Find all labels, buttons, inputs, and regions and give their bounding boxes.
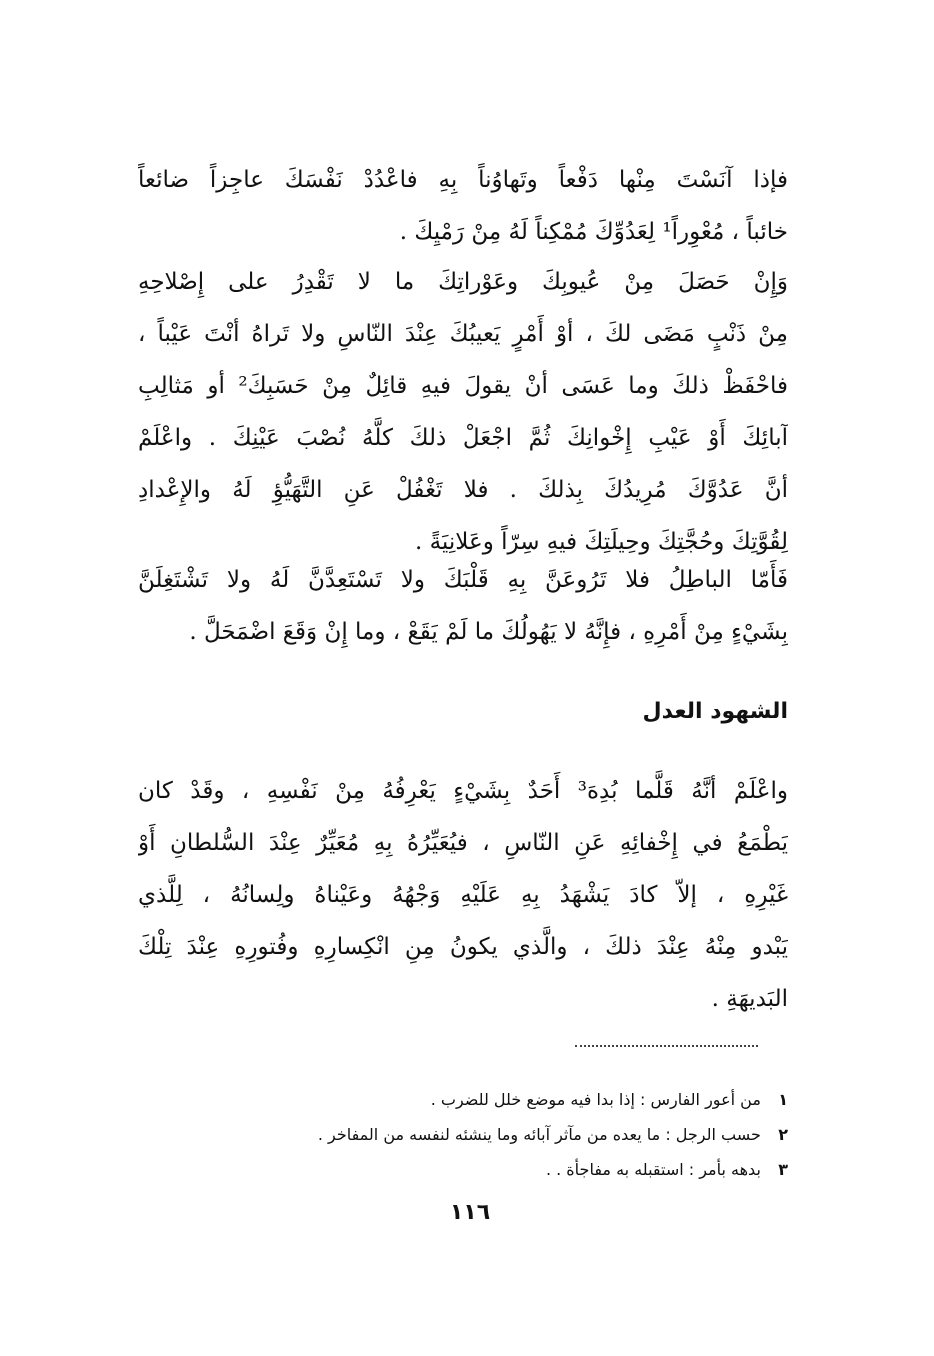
text-line: البَديهَةِ . bbox=[711, 986, 788, 1012]
text-line: فاحْفَظْ ذلكَ وما عَسَى أنْ يقولَ فيهِ قائِلٌ مِنْ حَسَبِكَ² أو مَثالِبِ bbox=[138, 373, 788, 399]
text-line: وَإِنْ حَصَلَ مِنْ عُيوبِكَ وعَوْراتِكَ ما لا تَقْدِرُ على إِصْلاحِهِ bbox=[138, 269, 788, 295]
text-line: فَأَمّا الباطِلُ فلا تَرُوعَنَّ بِهِ قَلْبَكَ ولا تَسْتَعِدَّنَّ لَهُ ولا تَشْتَغِلَنَّ bbox=[138, 567, 788, 593]
text-line: لِقُوَّتِكَ وحُجَّتِكَ وحِيلَتِكَ فيهِ سِرّاً وعَلانِيَةً . bbox=[414, 529, 788, 555]
footnote bbox=[138, 1117, 788, 1152]
paragraph-2 bbox=[138, 256, 788, 568]
paragraph-3 bbox=[138, 554, 788, 658]
footnote bbox=[138, 1152, 788, 1187]
footnote-number: ١ bbox=[778, 1090, 788, 1109]
text-line: يَبْدو مِنْهُ عِنْدَ ذلكَ ، والَّذي يكونُ مِنِ انْكِسارِهِ وفُتورِهِ عِنْدَ تِلْكَ bbox=[138, 934, 788, 960]
text-line: مِنْ ذَنْبٍ مَضَى لكَ ، أوْ أَمْرٍ يَعيبُكَ عِنْدَ النّاسِ ولا تَراهُ أنْتَ عَيْباً ، bbox=[138, 321, 788, 347]
footnote-separator bbox=[575, 1045, 758, 1047]
text-line: يَطْمَعُ في إِخْفائِهِ عَنِ النّاسِ ، فيُعَيِّرُهُ بِهِ مُعَيِّرٌ عِنْدَ السُّلطانِ أَوْ bbox=[138, 830, 788, 856]
text-line: واعْلَمْ أنَّهُ قَلَّما بُدِهَ³ أَحَدٌ بِشَيْءٍ يَعْرِفُهُ مِنْ نَفْسِهِ ، وقَدْ كان bbox=[138, 778, 788, 804]
paragraph-1 bbox=[138, 154, 788, 258]
footnote-number: ٢ bbox=[778, 1125, 788, 1144]
footnote-number: ٣ bbox=[778, 1160, 788, 1179]
paragraph-4 bbox=[138, 765, 788, 1025]
text-line: بِشَيْءٍ مِنْ أَمْرِهِ ، فإِنَّهُ لا يَهُولُكَ ما لَمْ يَقَعْ ، وما إِنْ وَقَعَ اضْمَحَلَّ . bbox=[189, 619, 788, 645]
text-line: خائباً ، مُعْوِراً¹ لِعَدُوِّكَ مُمْكِناً لَهُ مِنْ رَمْيِكَ . bbox=[399, 219, 788, 245]
footnote-text: حسب الرجل : ما يعده من مآثر آبائه وما ينشئه لنفسه من المفاخر . bbox=[317, 1125, 761, 1144]
footnote-text: بدهه بأمر : استقبله به مفاجأة . . bbox=[545, 1160, 761, 1179]
footnotes bbox=[138, 1082, 788, 1187]
page-number: ١١٦ bbox=[449, 1200, 491, 1225]
text-line: فإذا آنَسْتَ مِنْها دَفْعاً وتَهاوُناً بِهِ فاعْدُدْ نَفْسَكَ عاجِزاً ضائعاً bbox=[138, 167, 788, 193]
section-heading: الشهود العدل bbox=[642, 699, 788, 724]
footnote-text: من أعور الفارس : إذا بدا فيه موضع خلل للضرب . bbox=[430, 1090, 761, 1109]
text-line: آبائِكَ أَوْ عَيْبِ إِخْوانِكَ ثُمَّ اجْعَلْ ذلكَ كلَّهُ نُصْبَ عَيْنِكَ . واعْلَمْ bbox=[138, 425, 788, 451]
footnote bbox=[138, 1082, 788, 1117]
text-line: أنَّ عَدُوَّكَ مُرِيدُكَ بِذلكَ . فلا تَغْفُلْ عَنِ التَّهَيُّؤِ لَهُ والإِعْدادِ bbox=[138, 477, 788, 503]
text-line: غَيْرِهِ ، إلاّ كادَ يَشْهَدُ بِهِ عَلَيْهِ وَجْهُهُ وعَيْناهُ ولِسانُهُ ، لِلَّذي bbox=[138, 882, 788, 908]
